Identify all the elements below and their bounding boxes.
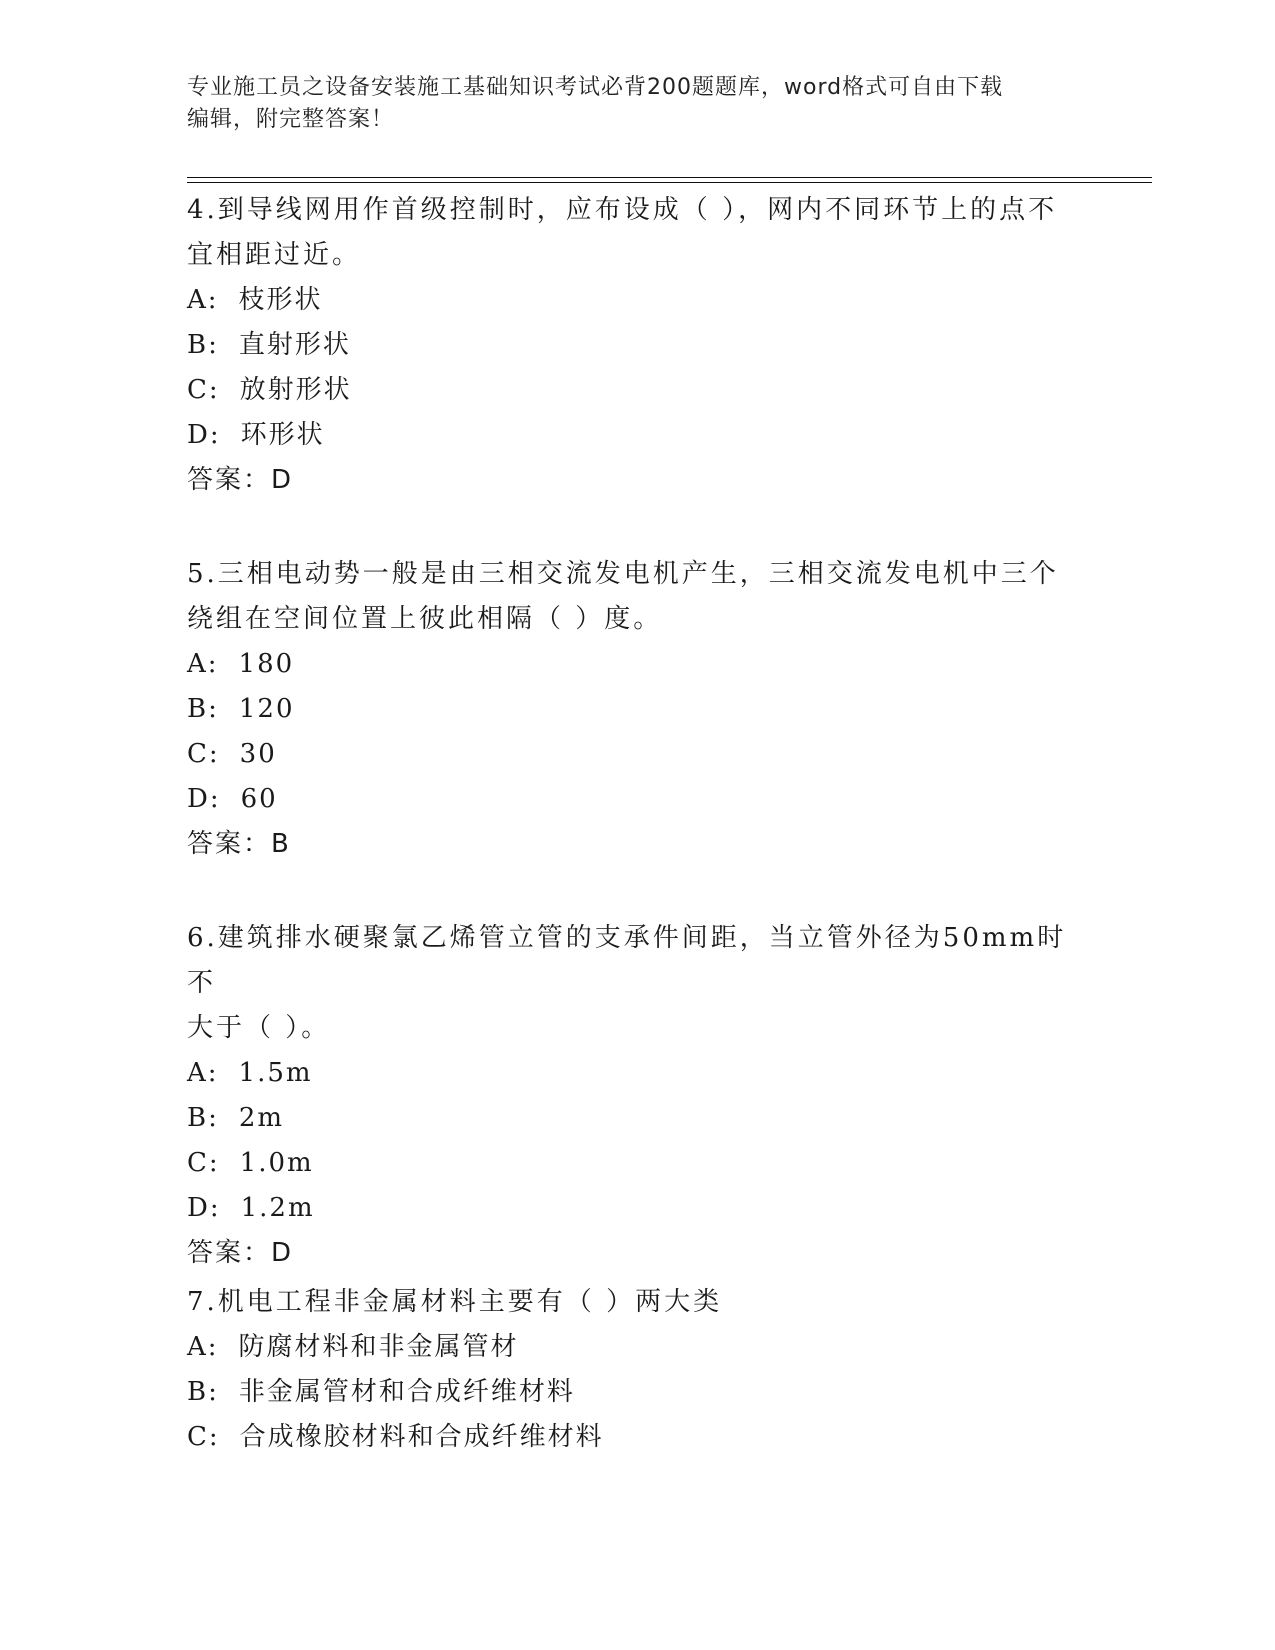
option-text: 直射形状 — [238, 330, 351, 360]
option-letter: B: — [187, 694, 219, 724]
question-stem: 7.机电工程非金属材料主要有（ ）两大类 — [187, 1287, 723, 1317]
option-text: 180 — [238, 649, 295, 679]
question-stem-continued: 宜相距过近。 — [187, 240, 362, 270]
option-letter: A: — [187, 285, 219, 315]
option-b — [187, 1370, 1087, 1415]
option-letter: C: — [187, 1422, 220, 1452]
option-letter: A: — [187, 1332, 219, 1362]
question-stem: 4.到导线网用作首级控制时，应布设成（ ），网内不同环节上的点不 — [187, 195, 1058, 225]
option-d — [187, 413, 1087, 458]
question-7 — [187, 1280, 1087, 1460]
option-text: 合成橡胶材料和合成纤维材料 — [239, 1422, 604, 1452]
question-stem-continued: 绕组在空间位置上彼此相隔（ ）度。 — [187, 604, 663, 634]
answer-line: 答案：D — [187, 1238, 294, 1268]
option-text: 枝形状 — [238, 285, 323, 315]
option-letter: D: — [187, 420, 221, 450]
option-letter: B: — [187, 1103, 219, 1133]
option-c — [187, 368, 1087, 413]
option-letter: C: — [187, 1148, 220, 1178]
option-b — [187, 323, 1087, 368]
option-d — [187, 777, 1087, 822]
option-a — [187, 1051, 1087, 1096]
document-header — [187, 72, 1087, 136]
option-text: 非金属管材和合成纤维材料 — [238, 1377, 575, 1407]
option-a — [187, 642, 1087, 687]
option-c — [187, 1141, 1087, 1186]
option-text: 放射形状 — [239, 375, 352, 405]
option-letter: A: — [187, 649, 219, 679]
question-stem: 6.建筑排水硬聚氯乙烯管立管的支承件间距，当立管外径为50mm时不 — [187, 923, 1067, 998]
option-text: 60 — [240, 784, 278, 814]
header-divider-bottom — [187, 182, 1152, 183]
option-letter: D: — [187, 1193, 221, 1223]
question-5 — [187, 552, 1087, 867]
option-letter: C: — [187, 375, 220, 405]
question-stem: 5.三相电动势一般是由三相交流发电机产生，三相交流发电机中三个 — [187, 559, 1059, 589]
option-c — [187, 1415, 1087, 1460]
question-6 — [187, 916, 1087, 1276]
option-text: 1.5m — [238, 1058, 313, 1088]
question-4 — [187, 188, 1087, 503]
header-line-1: 专业施工员之设备安装施工基础知识考试必背200题题库，word格式可自由下载 — [187, 75, 1004, 100]
question-stem-continued: 大于（ ）。 — [187, 1013, 331, 1043]
option-text: 环形状 — [240, 420, 325, 450]
option-a — [187, 1325, 1087, 1370]
option-letter: A: — [187, 1058, 219, 1088]
option-c — [187, 732, 1087, 777]
option-text: 1.0m — [239, 1148, 314, 1178]
option-text: 2m — [238, 1103, 285, 1133]
option-letter: D: — [187, 784, 221, 814]
option-a — [187, 278, 1087, 323]
option-b — [187, 1096, 1087, 1141]
option-text: 30 — [239, 739, 277, 769]
option-b — [187, 687, 1087, 732]
header-divider-top — [187, 177, 1152, 178]
answer-line: 答案：B — [187, 829, 291, 859]
header-line-2: 编辑，附完整答案！ — [187, 107, 395, 132]
option-letter: B: — [187, 330, 219, 360]
option-text: 120 — [238, 694, 295, 724]
option-text: 防腐材料和非金属管材 — [238, 1332, 519, 1362]
option-d — [187, 1186, 1087, 1231]
option-text: 1.2m — [240, 1193, 315, 1223]
answer-line: 答案：D — [187, 465, 294, 495]
option-letter: B: — [187, 1377, 219, 1407]
option-letter: C: — [187, 739, 220, 769]
